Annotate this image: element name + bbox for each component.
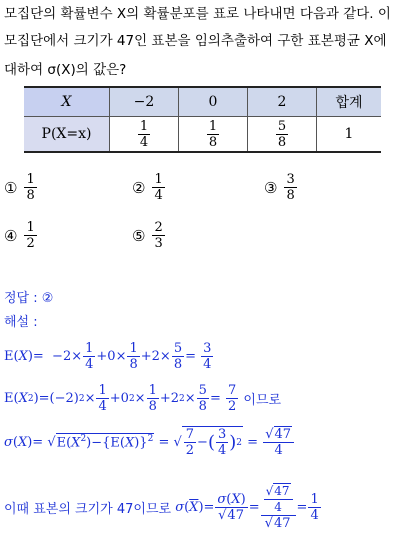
option-4[interactable]: ④ $\frac{1}{2}$ — [4, 220, 35, 251]
table-header-total: 합계 — [317, 87, 382, 117]
table-row-label: P(X=x) — [24, 117, 110, 153]
table-header-x: X — [24, 87, 110, 117]
table-header-value: −2 — [110, 87, 179, 117]
answer-label: 정답 : ② — [4, 291, 54, 306]
option-1[interactable]: ① $\frac{1}{8}$ — [4, 172, 35, 203]
probability-table — [24, 86, 381, 153]
table-header-value: 0 — [179, 87, 248, 117]
table-prob-cell: $\frac{1}{4}$ — [110, 117, 179, 153]
question-line-3: 대하여 σ(X)의 값은? — [4, 62, 127, 78]
solution-std-dev: σ ( X )= √ $E(X^2)-\{E(X)\}^2$ = √ $\frac{7}{2}$ − ( $\frac{3}{4}$ ) 2 = $\frac{√47}{4}$ — [4, 426, 295, 458]
table-prob-cell: $\frac{5}{8}$ — [248, 117, 317, 153]
explanation-label: 해설 : — [4, 315, 38, 330]
option-5[interactable]: ⑤ $\frac{2}{3}$ — [132, 220, 163, 251]
table-header-value: 2 — [248, 87, 317, 117]
question-line-1: 모집단의 확률변수 X의 확률분포를 표로 나타내면 다음과 같다. 이 — [4, 6, 391, 22]
table-prob-cell: $\frac{1}{8}$ — [179, 117, 248, 153]
question-line-2: 모집단에서 크기가 47인 표본을 임의추출하여 구한 표본평균 X에 — [4, 33, 387, 49]
solution-expectation: E( X )= −2× $\frac{1}{4}$ +0× $\frac{1}{8}$ +2× $\frac{5}{8}$ = $\frac{3}{4}$ — [4, 341, 212, 372]
option-2[interactable]: ② $\frac{1}{4}$ — [132, 172, 163, 203]
solution-second-moment: E( X 2 )=(−2) 2 × $\frac{1}{4}$ +0 2 × $\frac{1}{8}$ +2 2 × $\frac{5}{8}$ = $\frac{7}{2}$ 이므로 — [4, 383, 282, 414]
option-3[interactable]: ③ $\frac{3}{8}$ — [264, 172, 295, 203]
solution-final: 이때 표본의 크기가 47이므로 σ $(\overline{X})=$ $\frac{\sigma(X)}{√47}$ = $\frac{\frac{√47}{4}}{√47}$ = $\frac{1}{4}$ — [4, 484, 319, 531]
table-total-cell: 1 — [317, 117, 382, 153]
